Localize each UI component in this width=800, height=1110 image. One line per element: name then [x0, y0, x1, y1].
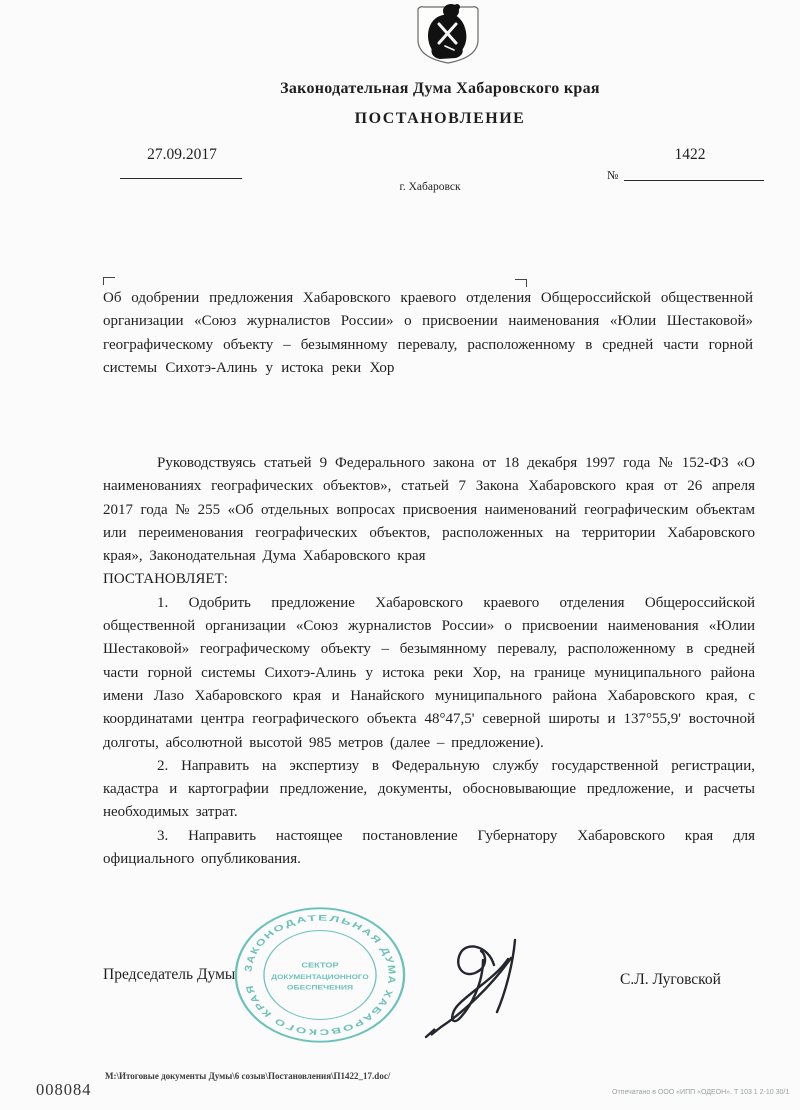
preamble-paragraph: Руководствуясь статьей 9 Федерального закона от 18 декабря 1997 года № 152-ФЗ «О наименованиях географических объектов», статьей 7 Закона Хабаровского края от 26 апреля 2017 года № 255 «Об отдельных вопросах присвоения наименований географическим объектам или переименования географических объектов, расположенных на территории Хабаровского края», Законодательная Дума Хабаровского края	[103, 455, 755, 565]
stamp-center-line-2: ДОКУМЕНТАЦИОННОГО	[271, 972, 369, 981]
footer-file-path: М:\Итоговые документы Думы\6 созыв\Постановления\П1422_17.doc/	[105, 1071, 391, 1081]
item-1-paragraph: 1. Одобрить предложение Хабаровского краевого отделения Общероссийской общественной организации «Союз журналистов России» о присвоении наименования «Юлии Шестаковой» географическому объекту – безымянному перевалу, расположенному в средней части горной системы Сихотэ-Алинь у истока реки Хор, на границе муниципального района имени Лазо Хабаровского края и Нанайского муниципального района Хабаровского края, с координатами центра географического объекта 48°47,5' северной широты и 137°55,9' восточной долготы, абсолютной высотой 985 метров (далее – предложение).	[103, 594, 755, 751]
title-corner-mark-left	[103, 277, 115, 285]
document-number: 1422	[674, 146, 706, 163]
stamp-center-line-1: СЕКТОР	[301, 961, 339, 970]
document-body	[103, 452, 755, 871]
stamp-ring-text: ЗАКОНОДАТЕЛЬНАЯ ДУМА ХАБАРОВСКОГО КРАЯ	[242, 913, 398, 1037]
signer-name: С.Л. Луговской	[620, 971, 721, 988]
title-corner-mark-right	[515, 279, 527, 287]
document-date: 27.09.2017	[147, 146, 217, 163]
document-type-heading: ПОСТАНОВЛЕНИЕ	[354, 110, 526, 127]
footer-registration-number: 008084	[36, 1080, 92, 1099]
item-2-paragraph: 2. Направить на экспертизу в Федеральную службу государственной регистрации, кадастра и картографии предложение, документы, обосновывающие предложение, и расчеты необходимых затрат.	[103, 757, 755, 821]
signer-position-label: Председатель Думы	[103, 966, 236, 983]
item-3-paragraph: 3. Направить настоящее постановление Губернатору Хабаровского края для официального опубликования.	[103, 827, 755, 868]
resolves-line: ПОСТАНОВЛЯЕТ:	[103, 571, 228, 588]
handwritten-signature	[420, 933, 545, 1045]
date-underline	[120, 178, 242, 179]
coat-of-arms-icon	[410, 2, 486, 66]
footer-print-note: Отпечатано в ООО «ИПП «ОДЕОН». Т 103 1 2-10 30/1	[612, 1089, 790, 1096]
stamp-center-line-3: ОБЕСПЕЧЕНИЯ	[286, 983, 354, 992]
organization-name: Законодательная Дума Хабаровского края	[280, 80, 600, 97]
official-stamp	[233, 906, 407, 1044]
city-label: г. Хабаровск	[399, 181, 461, 193]
number-underline	[624, 180, 764, 181]
document-title: Об одобрении предложения Хабаровского краевого отделения Общероссийской общественной организации «Союз журналистов России» о присвоении наименования «Юлии Шестаковой» географическому объекту – безымянному перевалу, расположенному в средней части горной системы Сихотэ-Алинь у истока реки Хор	[103, 290, 753, 377]
number-sign-label: №	[607, 168, 619, 182]
